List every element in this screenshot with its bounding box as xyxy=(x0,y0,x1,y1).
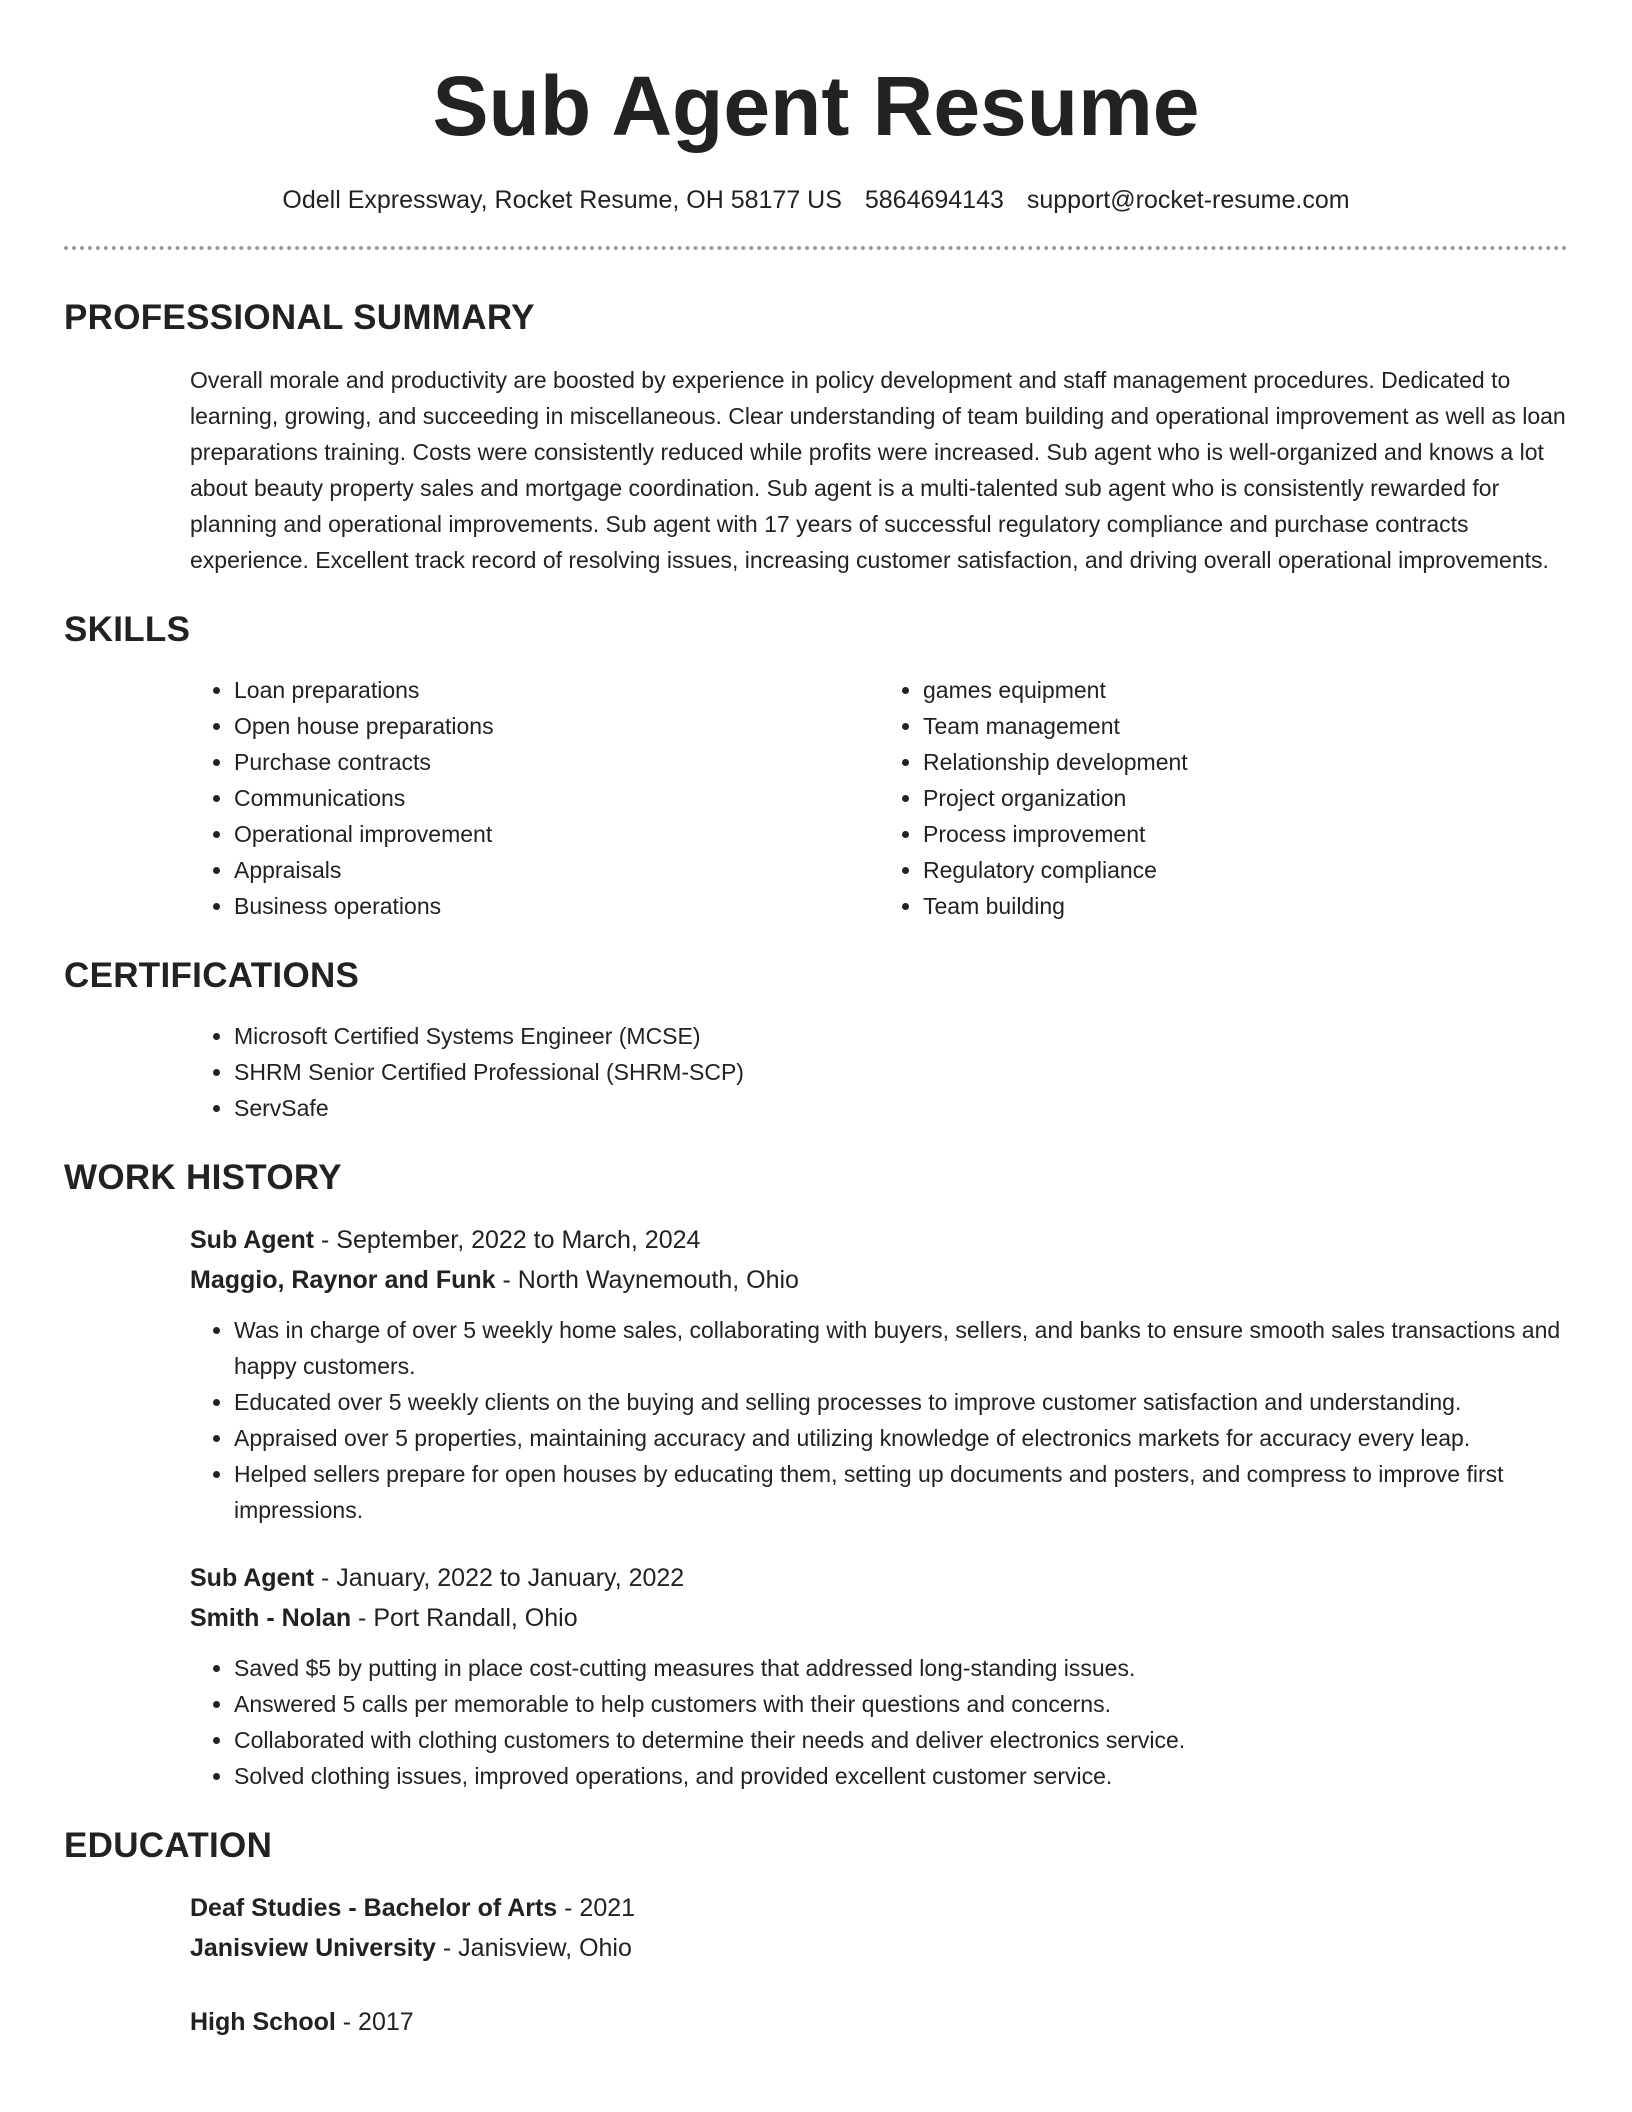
summary-text: Overall morale and productivity are boosted by experience in policy development and staff management procedures. Dedicated to learning, growing, and succeeding in miscellaneous. Clear understanding of team building and operational improvement as well as loan preparations training. Costs were consistently reduced while profits were increased. Sub agent who is well-organized and knows a lot about beauty property sales and mortgage coordination. Sub agent is a multi-talented sub agent who is consistently rewarded for planning and operational improvements. Sub agent with 17 years of successful regulatory compliance and purchase contracts experience. Excellent track record of resolving issues, increasing customer satisfaction, and driving overall operational improvements. xyxy=(190,367,1566,573)
job-bullet: • Collaborated with clothing customers to determine their needs and deliver electronics service. xyxy=(234,1722,1568,1758)
job-bullet: • Educated over 5 weekly clients on the buying and selling processes to improve customer satisfaction and understanding. xyxy=(234,1384,1568,1420)
skills-list-right xyxy=(879,672,1568,924)
job-bullet: • Answered 5 calls per memorable to help customers with their questions and concerns. xyxy=(234,1686,1568,1722)
work-history-heading: WORK HISTORY xyxy=(64,1158,342,1197)
education-section xyxy=(64,1824,1568,2042)
skill-item: • Communications xyxy=(234,780,879,816)
skill-item: • Loan preparations xyxy=(234,672,879,708)
education-year: - 2021 xyxy=(557,1894,636,1922)
job-role: Sub Agent xyxy=(190,1564,315,1592)
job-dates: - January, 2022 to January, 2022 xyxy=(314,1564,685,1592)
job-entry xyxy=(190,1558,1568,1794)
certification-item: • Microsoft Certified Systems Engineer (MCSE) xyxy=(234,1018,1568,1054)
skill-item: • Appraisals xyxy=(234,852,879,888)
skill-item: • Purchase contracts xyxy=(234,744,879,780)
skill-item: • Operational improvement xyxy=(234,816,879,852)
certification-item: • ServSafe xyxy=(234,1090,1568,1126)
work-history-section xyxy=(64,1156,1568,1794)
education-entry xyxy=(190,2002,1568,2042)
education-entry xyxy=(190,1888,1568,1968)
skills-heading: SKILLS xyxy=(64,610,191,649)
job-role: Sub Agent xyxy=(190,1226,315,1254)
skill-item: • Business operations xyxy=(234,888,879,924)
certifications-list xyxy=(190,1018,1568,1126)
education-degree-line xyxy=(190,1888,1568,1928)
job-bullet: • Helped sellers prepare for open houses by educating them, setting up documents and posters, and compress to improve first impressions. xyxy=(234,1456,1568,1528)
education-heading: EDUCATION xyxy=(64,1826,273,1865)
education-degree-line xyxy=(190,2002,1568,2042)
job-bullets xyxy=(190,1650,1568,1794)
header-divider xyxy=(64,246,1568,250)
skills-grid xyxy=(190,672,1568,924)
job-entry xyxy=(190,1220,1568,1528)
skill-item: • Project organization xyxy=(923,780,1568,816)
job-company: Smith - Nolan xyxy=(190,1604,352,1632)
education-school-line xyxy=(190,1928,1568,1968)
skill-item: • Open house preparations xyxy=(234,708,879,744)
job-company-line xyxy=(190,1598,1568,1638)
certifications-heading: CERTIFICATIONS xyxy=(64,956,360,995)
skill-item: • games equipment xyxy=(923,672,1568,708)
job-company: Maggio, Raynor and Funk xyxy=(190,1266,496,1294)
summary-section xyxy=(64,296,1568,578)
resume-title: Sub Agent Resume xyxy=(432,59,1200,153)
contact-line xyxy=(64,184,1568,216)
skills-list-left xyxy=(190,672,879,924)
job-bullet: • Solved clothing issues, improved operations, and provided excellent customer service. xyxy=(234,1758,1568,1794)
skill-item: • Team building xyxy=(923,888,1568,924)
skill-item: • Relationship development xyxy=(923,744,1568,780)
job-bullet: • Appraised over 5 properties, maintaining accuracy and utilizing knowledge of electronics markets for accuracy every leap. xyxy=(234,1420,1568,1456)
job-bullets xyxy=(190,1312,1568,1528)
job-title-line xyxy=(190,1558,1568,1598)
job-location: - North Waynemouth, Ohio xyxy=(495,1266,799,1294)
contact-phone: 5864694143 xyxy=(864,186,1004,214)
education-year: - 2017 xyxy=(335,2008,414,2036)
contact-address: Odell Expressway, Rocket Resume, OH 58177 US xyxy=(282,186,842,214)
certifications-section xyxy=(64,954,1568,1126)
job-dates: - September, 2022 to March, 2024 xyxy=(314,1226,701,1254)
education-degree: Deaf Studies - Bachelor of Arts xyxy=(190,1894,558,1922)
summary-heading: PROFESSIONAL SUMMARY xyxy=(64,298,535,337)
job-company-line xyxy=(190,1260,1568,1300)
resume-page xyxy=(64,0,1568,2042)
job-bullet: • Was in charge of over 5 weekly home sales, collaborating with buyers, sellers, and banks to ensure smooth sales transactions and happy customers. xyxy=(234,1312,1568,1384)
job-location: - Port Randall, Ohio xyxy=(351,1604,578,1632)
skill-item: • Process improvement xyxy=(923,816,1568,852)
education-school: Janisview University xyxy=(190,1934,436,1962)
education-location: - Janisview, Ohio xyxy=(435,1934,632,1962)
skills-section xyxy=(64,608,1568,924)
education-degree: High School xyxy=(190,2008,336,2036)
certification-item: • SHRM Senior Certified Professional (SHRM-SCP) xyxy=(234,1054,1568,1090)
job-title-line xyxy=(190,1220,1568,1260)
job-bullet: • Saved $5 by putting in place cost-cutting measures that addressed long-standing issues. xyxy=(234,1650,1568,1686)
skill-item: • Team management xyxy=(923,708,1568,744)
contact-email: support@rocket-resume.com xyxy=(1026,186,1350,214)
skill-item: • Regulatory compliance xyxy=(923,852,1568,888)
